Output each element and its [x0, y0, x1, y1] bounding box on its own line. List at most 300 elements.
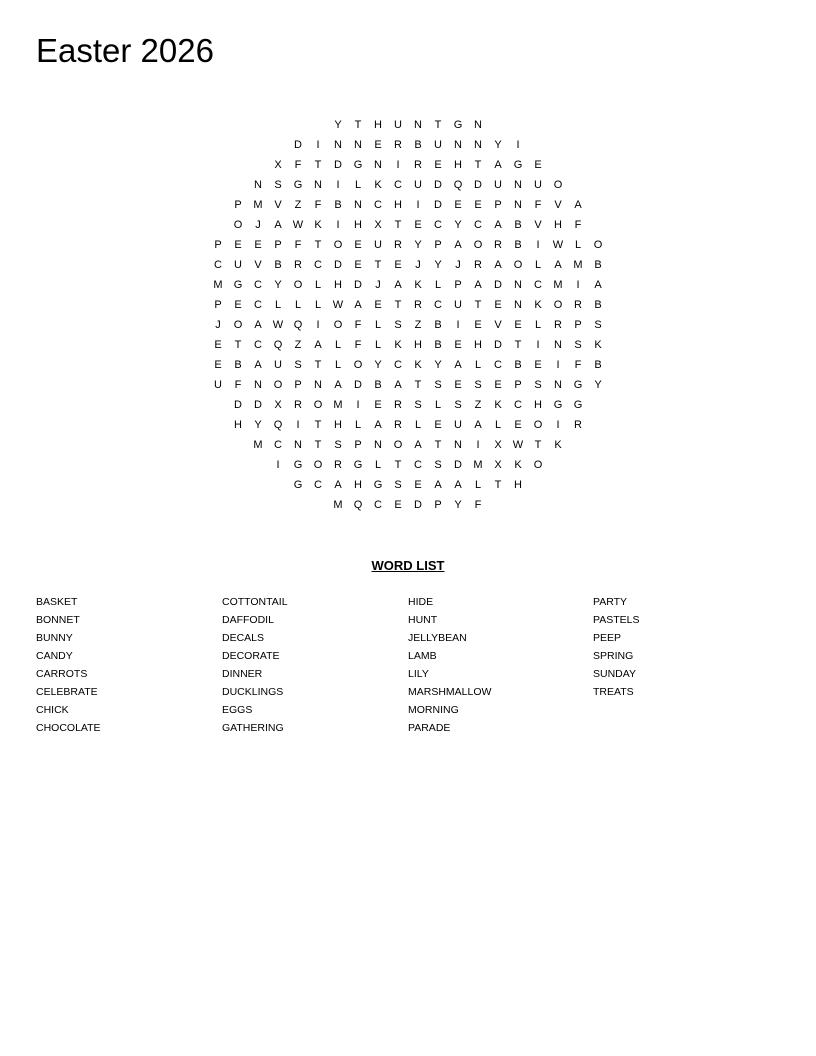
grid-letter: X [374, 219, 382, 231]
grid-letter: I [316, 319, 320, 331]
grid-letter: N [514, 279, 522, 291]
word-list-item: CARROTS [36, 668, 88, 680]
grid-letter: B [514, 239, 522, 251]
grid-letter: E [514, 419, 522, 431]
grid-letter: C [314, 259, 322, 271]
grid-letter: L [434, 399, 442, 411]
grid-letter: Y [274, 279, 282, 291]
word-list-item: PASTELS [593, 614, 640, 626]
grid-letter: P [274, 239, 282, 251]
grid-letter: G [293, 479, 303, 491]
word-list-item: BONNET [36, 614, 80, 626]
grid-letter: W [292, 219, 304, 231]
grid-letter: A [454, 359, 462, 371]
grid-letter: G [373, 479, 383, 491]
grid-letter: O [553, 299, 563, 311]
grid-letter: Q [273, 419, 283, 431]
grid-letter: M [553, 279, 563, 291]
grid-letter: Z [414, 319, 422, 331]
grid-letter: R [574, 299, 582, 311]
grid-letter: O [313, 399, 323, 411]
grid-letter: S [334, 439, 342, 451]
grid-letter: T [394, 459, 402, 471]
grid-letter: U [494, 179, 502, 191]
grid-letter: Y [594, 379, 602, 391]
grid-letter: V [554, 199, 562, 211]
grid-letter: S [274, 179, 282, 191]
grid-letter: A [334, 379, 342, 391]
word-list-item: DECALS [222, 632, 265, 644]
page-title: Easter 2026 [36, 32, 214, 69]
grid-letter: F [234, 379, 242, 391]
word-list-item: CHICK [36, 704, 69, 716]
grid-letter: T [494, 479, 502, 491]
grid-letter: P [214, 239, 222, 251]
grid-letter: O [533, 459, 543, 471]
grid-letter: F [354, 319, 362, 331]
grid-letter: C [474, 219, 482, 231]
grid-letter: C [414, 459, 422, 471]
grid-letter: Y [434, 359, 442, 371]
grid-letter: T [234, 339, 242, 351]
grid-letter: D [414, 499, 422, 511]
grid-letter: A [494, 219, 502, 231]
grid-letter: E [414, 479, 422, 491]
grid-letter: Q [453, 179, 463, 191]
grid-letter: E [434, 419, 442, 431]
grid-letter: H [334, 279, 342, 291]
grid-letter: E [374, 139, 382, 151]
grid-letter: C [434, 219, 442, 231]
grid-letter: T [314, 439, 322, 451]
word-list-item: LAMB [408, 650, 437, 662]
grid-letter: E [374, 399, 382, 411]
grid-letter: J [255, 219, 261, 231]
grid-letter: G [293, 179, 303, 191]
grid-letter: U [274, 359, 282, 371]
grid-letter: T [434, 439, 442, 451]
grid-letter: M [253, 439, 263, 451]
grid-letter: T [394, 299, 402, 311]
grid-letter: Z [474, 399, 482, 411]
grid-letter: V [274, 199, 282, 211]
grid-letter: A [374, 419, 382, 431]
grid-letter: E [474, 199, 482, 211]
grid-letter: F [474, 499, 482, 511]
grid-letter: B [274, 259, 282, 271]
grid-letter: L [314, 299, 322, 311]
grid-letter: E [454, 379, 462, 391]
grid-letter: J [415, 259, 421, 271]
grid-letter: O [533, 419, 543, 431]
grid-letter: I [556, 419, 560, 431]
grid-letter: X [494, 439, 502, 451]
grid-letter: A [434, 479, 442, 491]
word-list-item: MORNING [408, 704, 459, 716]
grid-letter: L [294, 299, 302, 311]
grid-letter: Q [353, 499, 363, 511]
grid-letter: E [234, 299, 242, 311]
grid-letter: E [494, 299, 502, 311]
grid-letter: M [573, 259, 583, 271]
grid-letter: N [374, 159, 382, 171]
grid-letter: H [334, 419, 342, 431]
grid-letter: Y [374, 359, 382, 371]
grid-letter: A [454, 239, 462, 251]
grid-letter: N [314, 179, 322, 191]
grid-letter: C [494, 359, 502, 371]
grid-letter: P [494, 199, 502, 211]
grid-letter: I [356, 399, 360, 411]
word-list-item: BASKET [36, 596, 78, 608]
grid-letter: H [554, 219, 562, 231]
grid-letter: O [313, 459, 323, 471]
grid-letter: N [474, 139, 482, 151]
grid-letter: I [336, 179, 340, 191]
word-list-item: MARSHMALLOW [408, 686, 492, 698]
grid-letter: K [554, 439, 562, 451]
grid-letter: H [374, 119, 382, 131]
grid-letter: N [374, 439, 382, 451]
grid-letter: R [334, 459, 342, 471]
grid-letter: C [374, 499, 382, 511]
grid-letter: E [534, 359, 542, 371]
grid-letter: N [414, 119, 422, 131]
grid-letter: A [314, 339, 322, 351]
grid-letter: T [314, 359, 322, 371]
grid-letter: T [314, 419, 322, 431]
grid-letter: E [354, 259, 362, 271]
grid-letter: S [414, 399, 422, 411]
grid-letter: E [394, 499, 402, 511]
grid-letter: I [276, 459, 280, 471]
grid-letter: O [233, 319, 243, 331]
grid-letter: F [314, 199, 322, 211]
grid-letter: U [454, 299, 462, 311]
grid-letter: H [534, 399, 542, 411]
word-list-item: PARADE [408, 722, 451, 734]
grid-letter: E [434, 159, 442, 171]
grid-letter: N [514, 299, 522, 311]
grid-letter: A [394, 279, 402, 291]
word-list-item: BUNNY [36, 632, 73, 644]
grid-letter: D [334, 259, 342, 271]
grid-letter: X [494, 459, 502, 471]
grid-letter: D [494, 339, 502, 351]
grid-letter: L [354, 179, 362, 191]
grid-letter: D [254, 399, 262, 411]
grid-letter: C [274, 439, 282, 451]
grid-letter: L [374, 339, 382, 351]
grid-letter: U [394, 119, 402, 131]
word-list-item: DECORATE [222, 650, 280, 662]
grid-letter: A [554, 259, 562, 271]
grid-letter: E [214, 359, 222, 371]
grid-letter: A [254, 319, 262, 331]
grid-letter: D [354, 279, 362, 291]
grid-letter: H [354, 479, 362, 491]
grid-letter: C [534, 279, 542, 291]
grid-letter: N [354, 139, 362, 151]
grid-letter: S [574, 339, 582, 351]
grid-letter: O [333, 239, 343, 251]
grid-letter: L [534, 319, 542, 331]
grid-letter: N [354, 199, 362, 211]
word-list-item: PARTY [593, 596, 628, 608]
grid-letter: U [434, 139, 442, 151]
grid-letter: P [454, 279, 462, 291]
grid-letter: E [454, 199, 462, 211]
grid-letter: C [514, 399, 522, 411]
word-list-item: COTTONTAIL [222, 596, 288, 608]
grid-letter: I [336, 219, 340, 231]
grid-letter: N [474, 119, 482, 131]
grid-letter: R [394, 399, 402, 411]
grid-letter: Q [273, 339, 283, 351]
grid-letter: P [234, 199, 242, 211]
grid-letter: S [534, 379, 542, 391]
grid-letter: T [534, 439, 542, 451]
grid-letter: B [434, 319, 442, 331]
grid-letter: C [254, 299, 262, 311]
grid-letter: D [354, 379, 362, 391]
grid-letter: G [573, 399, 583, 411]
grid-letter: C [214, 259, 222, 271]
grid-letter: R [574, 419, 582, 431]
grid-letter: K [414, 359, 422, 371]
grid-letter: P [574, 319, 582, 331]
grid-letter: D [474, 179, 482, 191]
word-list-column [222, 593, 288, 737]
grid-letter: L [474, 479, 482, 491]
grid-letter: D [294, 139, 302, 151]
grid-letter: B [234, 359, 242, 371]
grid-letter: L [374, 459, 382, 471]
grid-letter: Z [294, 339, 302, 351]
grid-letter: C [254, 339, 262, 351]
grid-letter: A [574, 199, 582, 211]
grid-letter: A [414, 439, 422, 451]
grid-letter: N [454, 139, 462, 151]
grid-letter: D [494, 279, 502, 291]
grid-letter: L [534, 259, 542, 271]
grid-letter: O [273, 379, 283, 391]
grid-letter: F [574, 359, 582, 371]
grid-letter: O [233, 219, 243, 231]
word-list-item: TREATS [593, 686, 634, 698]
grid-letter: B [514, 359, 522, 371]
grid-letter: I [516, 139, 520, 151]
word-list-column [36, 593, 101, 737]
grid-letter: K [514, 459, 522, 471]
grid-letter: B [594, 299, 602, 311]
grid-letter: U [374, 239, 382, 251]
grid-letter: P [434, 239, 442, 251]
grid-letter: E [494, 379, 502, 391]
grid-letter: R [474, 259, 482, 271]
grid-letter: D [234, 399, 242, 411]
grid-letter: F [294, 159, 302, 171]
grid-letter: B [434, 339, 442, 351]
grid-letter: H [454, 159, 462, 171]
grid-letter: A [474, 419, 482, 431]
grid-letter: W [512, 439, 524, 451]
grid-letter: S [394, 479, 402, 491]
grid-letter: R [394, 419, 402, 431]
word-list-item: DINNER [222, 668, 263, 680]
grid-letter: E [374, 299, 382, 311]
grid-letter: B [594, 259, 602, 271]
grid-letter: S [294, 359, 302, 371]
grid-letter: S [434, 459, 442, 471]
grid-letter: C [374, 199, 382, 211]
grid-letter: O [293, 279, 303, 291]
word-list-item: HUNT [408, 614, 438, 626]
grid-letter: W [552, 239, 564, 251]
word-list-item: GATHERING [222, 722, 284, 734]
grid-letter: O [393, 439, 403, 451]
grid-letter: D [454, 459, 462, 471]
grid-letter: F [574, 219, 582, 231]
grid-letter: D [334, 159, 342, 171]
grid-letter: N [554, 339, 562, 351]
grid-letter: R [414, 299, 422, 311]
grid-letter: E [534, 159, 542, 171]
grid-letter: A [454, 479, 462, 491]
grid-letter: K [594, 339, 602, 351]
grid-letter: P [294, 379, 302, 391]
grid-letter: T [314, 159, 322, 171]
grid-letter: Y [454, 499, 462, 511]
grid-letter: N [554, 379, 562, 391]
grid-letter: L [434, 279, 442, 291]
grid-letter: B [514, 219, 522, 231]
word-list-item: LILY [408, 668, 429, 680]
grid-letter: X [274, 399, 282, 411]
grid-letter: I [476, 439, 480, 451]
grid-letter: O [353, 359, 363, 371]
word-list-column [408, 593, 491, 737]
grid-letter: T [374, 259, 382, 271]
grid-letter: A [334, 479, 342, 491]
grid-letter: E [394, 259, 402, 271]
grid-letter: E [354, 239, 362, 251]
grid-letter: E [414, 219, 422, 231]
grid-letter: H [414, 339, 422, 351]
grid-letter: R [294, 259, 302, 271]
word-list-item: DUCKLINGS [222, 686, 284, 698]
grid-letter: I [536, 239, 540, 251]
grid-letter: N [514, 179, 522, 191]
grid-letter: L [474, 359, 482, 371]
grid-letter: L [334, 359, 342, 371]
grid-letter: U [534, 179, 542, 191]
word-list-item: JELLYBEAN [408, 632, 467, 644]
grid-letter: E [514, 319, 522, 331]
grid-letter: E [454, 339, 462, 351]
grid-letter: P [514, 379, 522, 391]
grid-letter: Q [293, 319, 303, 331]
grid-letter: O [593, 239, 603, 251]
grid-letter: N [334, 139, 342, 151]
grid-letter: U [414, 179, 422, 191]
word-list-item: HIDE [408, 596, 434, 608]
grid-letter: G [453, 119, 463, 131]
grid-letter: F [534, 199, 542, 211]
grid-letter: K [414, 279, 422, 291]
grid-letter: X [274, 159, 282, 171]
grid-letter: G [233, 279, 243, 291]
grid-letter: J [215, 319, 221, 331]
grid-letter: M [213, 279, 223, 291]
grid-letter: L [574, 239, 582, 251]
grid-letter: Y [334, 119, 342, 131]
grid-letter: T [414, 379, 422, 391]
grid-letter: U [214, 379, 222, 391]
grid-letter: L [414, 419, 422, 431]
grid-letter: M [333, 499, 343, 511]
grid-letter: A [594, 279, 602, 291]
grid-letter: F [294, 239, 302, 251]
grid-letter: L [274, 299, 282, 311]
grid-letter: I [396, 159, 400, 171]
grid-letter: H [394, 199, 402, 211]
word-list-heading: WORD LIST [371, 558, 445, 573]
grid-letter: R [294, 399, 302, 411]
grid-letter: G [513, 159, 523, 171]
grid-letter: T [434, 119, 442, 131]
grid-letter: R [414, 159, 422, 171]
grid-letter: T [314, 239, 322, 251]
grid-letter: B [334, 199, 342, 211]
grid-letter: K [394, 339, 402, 351]
grid-letter: O [513, 259, 523, 271]
grid-letter: L [334, 339, 342, 351]
grid-letter: T [394, 219, 402, 231]
grid-letter: T [474, 299, 482, 311]
grid-letter: K [314, 219, 322, 231]
grid-letter: C [314, 479, 322, 491]
grid-letter: J [455, 259, 461, 271]
grid-letter: D [434, 199, 442, 211]
grid-letter: E [254, 239, 262, 251]
grid-letter: L [314, 279, 322, 291]
grid-letter: R [394, 139, 402, 151]
grid-letter: C [434, 299, 442, 311]
grid-letter: T [474, 159, 482, 171]
grid-letter: L [374, 319, 382, 331]
grid-letter: Z [294, 199, 302, 211]
grid-letter: A [494, 159, 502, 171]
grid-letter: I [576, 279, 580, 291]
grid-letter: V [254, 259, 262, 271]
word-list-item: SPRING [593, 650, 634, 662]
grid-letter: R [394, 239, 402, 251]
grid-letter: W [332, 299, 344, 311]
grid-letter: I [416, 199, 420, 211]
grid-letter: G [293, 459, 303, 471]
grid-letter: A [354, 299, 362, 311]
grid-letter: B [414, 139, 422, 151]
grid-letter: U [234, 259, 242, 271]
word-list-item: PEEP [593, 632, 622, 644]
grid-letter: J [375, 279, 381, 291]
grid-letter: Y [494, 139, 502, 151]
word-list-item: CANDY [36, 650, 73, 662]
word-list-item: SUNDAY [593, 668, 636, 680]
grid-letter: I [556, 359, 560, 371]
grid-letter: S [454, 399, 462, 411]
